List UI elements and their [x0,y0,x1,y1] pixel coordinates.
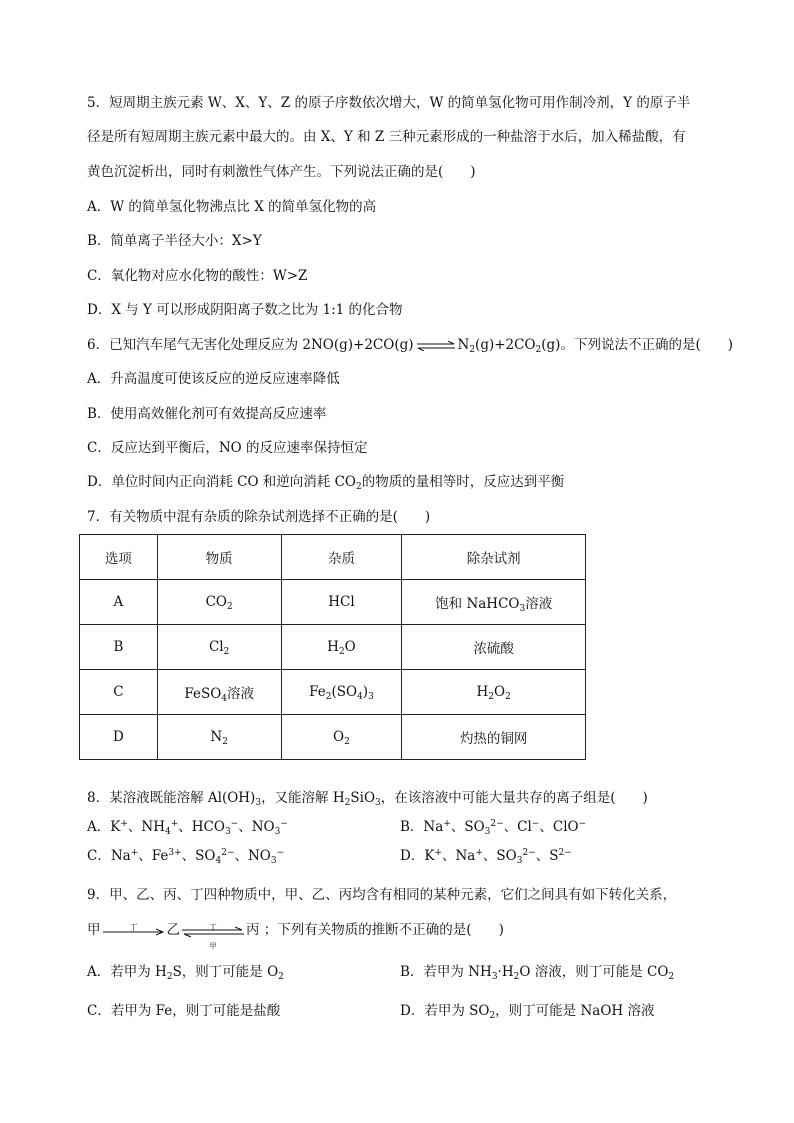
substance-cell: $CO_2$ [157,580,281,625]
q8-option-c: C．Na+、$Fe^{3+}$、$SO_4^{2-}$、$NO_3^-$ [87,848,285,866]
reagent-cell: 灼热的铜网 [402,715,586,760]
q5-option-a: A．W 的简单氢化物沸点比 X 的简单氢化物的高 [87,199,377,215]
option-cell: A [80,580,158,625]
q8-stem: 8．某溶液既能溶解 $Al(OH)_3$，又能溶解 $H_2SiO_3$，在该溶液中可能大量共存的离子组是( ) [87,790,648,808]
q9-tail: ；下列有关物质的推断不正确的是( ) [263,922,504,938]
q6-option-c: C．反应达到平衡后，NO 的反应速率保持恒定 [87,440,368,456]
forward-arrow-icon: 丁 [101,922,167,940]
substance-cell: FeSO$_4$溶液 [157,670,281,715]
q9-jia: 甲 [87,922,101,938]
q9-option-c: C．若甲为 Fe，则丁可能是盐酸 [87,1003,281,1019]
q5-option-c: C．氧化物对应水化物的酸性：W>Z [87,268,308,284]
header-cell: 选项 [80,535,158,580]
q9-yi: 乙 [166,922,180,938]
reversible-arrow-icon: 丁 甲 [180,922,246,940]
header-cell: 物质 [157,535,281,580]
header-cell: 杂质 [281,535,402,580]
q8-option-b: B．Na+、$SO_3^{2-}$、Cl−、ClO− [400,819,587,837]
q5-stem-line2: 径是所有短周期主族元素中最大的。由 X、Y 和 Z 三种元素形成的一种盐溶于水后，加入稀盐酸，有 [87,129,686,145]
q9-option-d: D．若甲为 $SO_2$，则丁可能是 NaOH 溶液 [400,1003,655,1021]
q6-option-d: D．单位时间内正向消耗 CO 和逆向消耗 $CO_2$的物质的量相等时，反应达到平衡 [87,474,565,492]
q5-stem-line3: 黄色沉淀析出，同时有刺激性气体产生。下列说法正确的是( ) [87,164,476,180]
option-cell: D [80,715,158,760]
q8-option-d: D．K+、Na+、$SO_3^{2-}$、$S^{2-}$ [400,848,572,866]
q5-stem-line1: 5．短周期主族元素 W、X、Y、Z 的原子序数依次增大，W 的简单氢化物可用作制冷剂，Y 的原子半 [87,95,691,111]
substance-cell: $N_2$ [157,715,281,760]
option-cell: B [80,625,158,670]
header-cell: 除杂试剂 [402,535,586,580]
q6-option-b: B．使用高效催化剂可有效提高反应速率 [87,406,327,422]
equilibrium-arrow-icon [416,341,456,351]
q7-stem: 7．有关物质中混有杂质的除杂试剂选择不正确的是( ) [87,509,431,525]
q6-option-a: A．升高温度可使该反应的逆反应速率降低 [87,371,340,387]
q7-table [79,534,586,760]
impurity-cell: $O_2$ [281,715,402,760]
q9-option-b: B．若甲为 $NH_3\cdot H_2O$ 溶液，则丁可能是 $CO_2$ [400,964,675,982]
option-cell: C [80,670,158,715]
q6-stem-reactants: 6．已知汽车尾气无害化处理反应为 2NO(g)+2CO(g) [87,337,414,353]
reagent-cell: $H_2O_2$ [402,670,586,715]
q9-conversion-diagram [87,921,504,950]
table-header-row [80,535,586,580]
table-row [80,670,586,715]
q8-option-a: A．K+、$NH_4^+$、$HCO_3^-$、$NO_3^-$ [87,819,288,837]
reagent-cell: 浓硫酸 [402,625,586,670]
impurity-cell: $H_2O$ [281,625,402,670]
q5-option-d: D．X 与 Y 可以形成阴阳离子数之比为 1:1 的化合物 [87,302,403,318]
impurity-cell: HCl [281,580,402,625]
substance-cell: $Cl_2$ [157,625,281,670]
q6-stem: 6．已知汽车尾气无害化处理反应为 2NO(g)+2CO(g) $N_2(g)+2CO_2(g)$。下列说法不正确的是( ) [87,337,733,355]
q9-stem: 9．甲、乙、丙、丁四种物质中，甲、乙、丙均含有相同的某种元素，它们之间具有如下转化关系， [87,887,677,903]
q5-option-b: B．简单离子半径大小：X>Y [87,233,262,249]
impurity-cell: $Fe_2(SO_4)_3$ [281,670,402,715]
q9-bing: 丙 [246,922,260,938]
table-row [80,715,586,760]
table-row [80,625,586,670]
table-row [80,580,586,625]
reagent-cell: 饱和 NaHCO$_3$溶液 [402,580,586,625]
q9-option-a: A．若甲为 $H_2S$，则丁可能是 $O_2$ [87,964,284,982]
